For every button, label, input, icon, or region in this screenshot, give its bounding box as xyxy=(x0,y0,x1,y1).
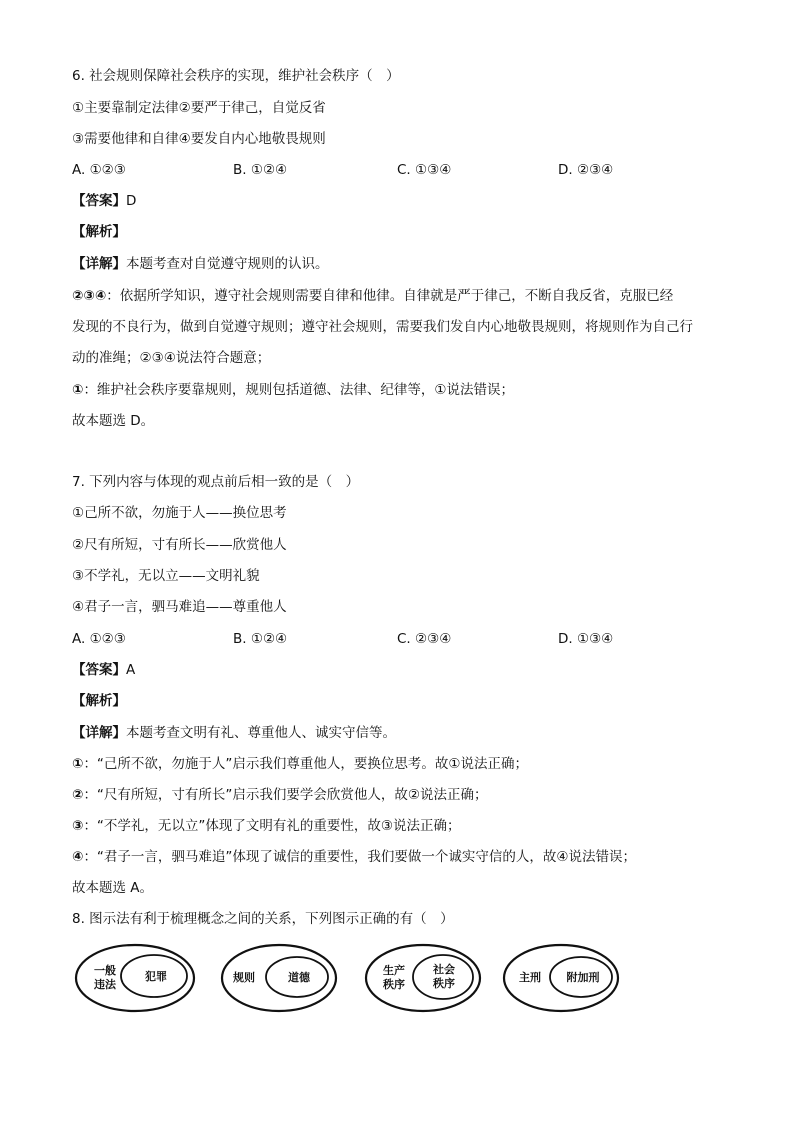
q8-diagram-svg xyxy=(72,940,632,1020)
q7-statement-1: ①己所不欲，勿施于人——换位思考 xyxy=(72,505,287,521)
q6-option-a: A. ①②③ xyxy=(72,162,126,178)
q7-conclusion: 故本题选 A。 xyxy=(72,880,154,896)
q7-statement-3: ③不学礼，无以立——文明礼貌 xyxy=(72,568,260,584)
q8-diagram-3 xyxy=(366,945,480,1011)
q7-answer xyxy=(72,660,135,680)
q7-option-c: C. ②③④ xyxy=(397,631,452,647)
diagram-1-inner-label: 犯罪 xyxy=(145,970,167,983)
diagram-1-outer-label-1: 一般 xyxy=(94,964,116,977)
q6-detail-intro: 本题考查对自觉遵守规则的认识。 xyxy=(126,256,329,272)
q6-analysis-line-1: ②③④：依据所学知识，遵守社会规则需要自律和他律。自律就是严于律己，不断自我反省，克服已经 xyxy=(72,288,674,304)
q6-analysis-line-3: 动的准绳；②③④说法符合题意； xyxy=(72,350,271,366)
q7-analysis-line-2: ②：“尺有所短，寸有所长”启示我们要学会欣赏他人，故②说法正确； xyxy=(72,787,488,803)
q6-conclusion: 故本题选 D。 xyxy=(72,413,155,429)
q7-answer-value: A xyxy=(126,662,136,678)
q6-statement-2: ③需要他律和自律④要发自内心地敬畏规则 xyxy=(72,131,326,147)
q6-statement-1: ①主要靠制定法律②要严于律己，自觉反省 xyxy=(72,100,326,116)
q6-option-c: C. ①③④ xyxy=(397,162,452,178)
q8-stem: 8. 图示法有利于梳理概念之间的关系，下列图示正确的有（ ） xyxy=(72,911,454,927)
q7-detail-intro: 本题考查文明有礼、尊重他人、诚实守信等。 xyxy=(126,725,396,741)
q7-analysis-line-3: ③：“不学礼，无以立”体现了文明有礼的重要性，故③说法正确； xyxy=(72,818,461,834)
diagram-2-inner-label: 道德 xyxy=(288,971,310,984)
q7-statement-4: ④君子一言，驷马难追——尊重他人 xyxy=(72,599,287,615)
diagram-4-inner-label: 附加刑 xyxy=(566,971,600,984)
q6-options xyxy=(72,160,732,180)
q7-option-d: D. ①③④ xyxy=(558,631,614,647)
q8-diagram-1 xyxy=(76,945,194,1011)
q6-answer-label: 【答案】 xyxy=(72,193,126,209)
diagram-2-outer-label: 规则 xyxy=(233,971,255,984)
q6-option-b: B. ①②④ xyxy=(233,162,288,178)
diagram-4-outer-label: 主刑 xyxy=(519,971,541,984)
q7-analysis-label: 【解析】 xyxy=(72,693,126,709)
q6-detail-label: 【详解】 xyxy=(72,256,126,272)
q7-analysis-line-1: ①：“己所不欲，勿施于人”启示我们尊重他人，要换位思考。故①说法正确； xyxy=(72,756,529,772)
q6-analysis-label: 【解析】 xyxy=(72,224,126,240)
diagram-3-outer-label-1: 生产 xyxy=(383,964,405,977)
diagram-3-inner-label-1: 社会 xyxy=(433,963,455,976)
q7-options xyxy=(72,629,732,649)
q6-stem: 6. 社会规则保障社会秩序的实现，维护社会秩序（ ） xyxy=(72,68,400,84)
q7-answer-label: 【答案】 xyxy=(72,662,126,678)
q6-answer-value: D xyxy=(126,193,137,209)
q7-option-b: B. ①②④ xyxy=(233,631,288,647)
diagram-3-inner-label-2: 秩序 xyxy=(433,977,455,990)
diagram-1-outer-label-2: 违法 xyxy=(94,978,116,991)
q6-analysis-line-2: 发现的不良行为，做到自觉遵守规则；遵守社会规则，需要我们发自内心地敬畏规则，将规则作为自己行 xyxy=(72,319,693,335)
q7-detail xyxy=(72,723,396,743)
q7-statement-2: ②尺有所短，寸有所长——欣赏他人 xyxy=(72,537,287,553)
q8-diagrams xyxy=(72,940,632,1020)
q6-answer xyxy=(72,191,136,211)
q8-diagram-4 xyxy=(504,945,618,1011)
q7-stem: 7. 下列内容与体现的观点前后相一致的是（ ） xyxy=(72,474,360,490)
q6-analysis-line-4: ①：维护社会秩序要靠规则，规则包括道德、法律、纪律等，①说法错误； xyxy=(72,382,515,398)
q6-detail xyxy=(72,254,329,274)
q7-analysis-line-4: ④：“君子一言，驷马难追”体现了诚信的重要性，我们要做一个诚实守信的人，故④说法错误； xyxy=(72,849,637,865)
diagram-3-outer-label-2: 秩序 xyxy=(383,978,405,991)
q7-option-a: A. ①②③ xyxy=(72,631,126,647)
q6-option-d: D. ②③④ xyxy=(558,162,614,178)
q7-detail-label: 【详解】 xyxy=(72,725,126,741)
q8-diagram-2 xyxy=(222,945,336,1011)
